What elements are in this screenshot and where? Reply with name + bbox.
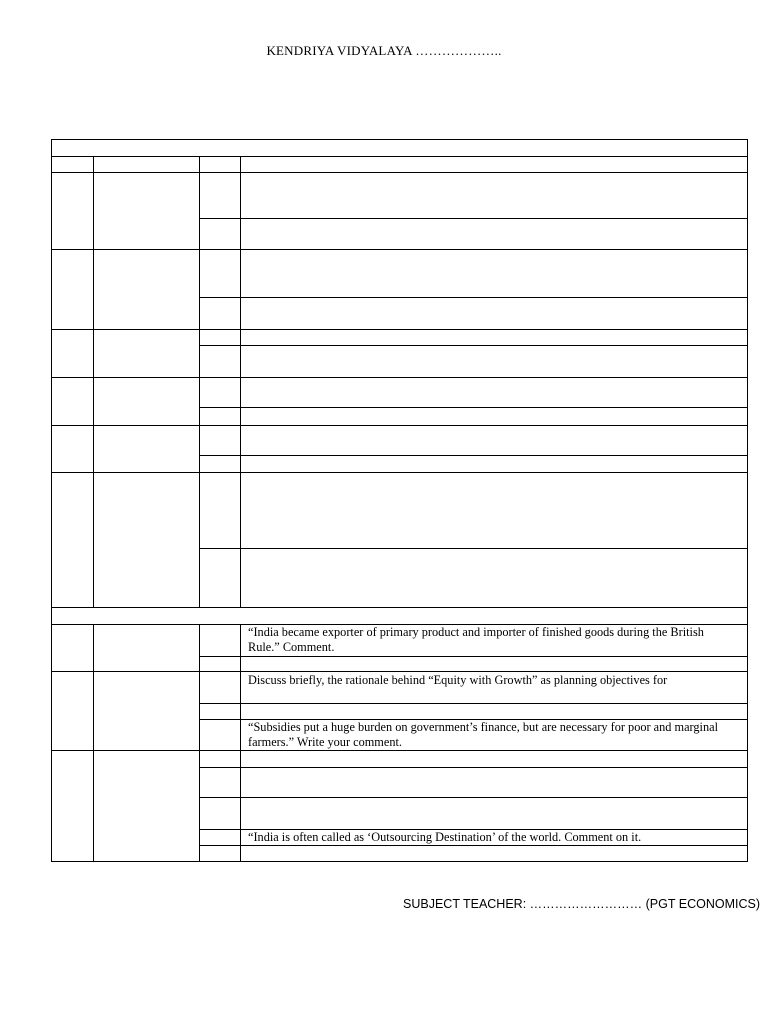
sub-row-rule bbox=[200, 297, 748, 298]
table-border-top bbox=[51, 139, 748, 140]
row-rule bbox=[51, 377, 748, 378]
column-rule bbox=[240, 624, 241, 861]
sub-row-rule bbox=[200, 703, 748, 704]
school-header: KENDRIYA VIDYALAYA ……………….. bbox=[266, 43, 502, 58]
row-rule bbox=[51, 750, 748, 751]
row-rule bbox=[51, 472, 748, 473]
column-rule bbox=[240, 156, 241, 607]
row-rule bbox=[51, 156, 748, 157]
question-text: “India is often called as ‘Outsourcing Destination’ of the world. Comment on it. bbox=[248, 830, 642, 844]
sub-row-rule bbox=[200, 845, 748, 846]
sub-row-rule bbox=[200, 767, 748, 768]
row-rule bbox=[51, 671, 748, 672]
subject-teacher-signature: SUBJECT TEACHER: ……………………… (PGT ECONOMICS) bbox=[403, 897, 760, 911]
sub-row-rule bbox=[200, 218, 748, 219]
row-rule bbox=[51, 329, 748, 330]
table-border-left bbox=[51, 139, 52, 862]
question-text: “Subsidies put a huge burden on government’s finance, but are necessary for poor and marginal farmers.” Write your comment. bbox=[248, 720, 718, 749]
column-rule bbox=[199, 624, 200, 861]
row-rule bbox=[51, 425, 748, 426]
row-rule bbox=[51, 172, 748, 173]
column-rule bbox=[93, 156, 94, 607]
sub-row-rule bbox=[200, 407, 748, 408]
sub-row-rule bbox=[200, 548, 748, 549]
sub-row-rule bbox=[200, 345, 748, 346]
question-text: “India became exporter of primary product and importer of finished goods during the British Rule.” Comment. bbox=[248, 625, 704, 654]
sub-row-rule bbox=[200, 797, 748, 798]
row-rule bbox=[51, 249, 748, 250]
table-border-bottom bbox=[51, 861, 748, 862]
column-rule bbox=[199, 156, 200, 607]
question-text: Discuss briefly, the rationale behind “Equity with Growth” as planning objectives for bbox=[248, 673, 668, 687]
column-rule bbox=[93, 624, 94, 861]
row-rule bbox=[51, 607, 748, 608]
sub-row-rule bbox=[200, 455, 748, 456]
sub-row-rule bbox=[200, 656, 748, 657]
table-border-right bbox=[747, 139, 748, 862]
